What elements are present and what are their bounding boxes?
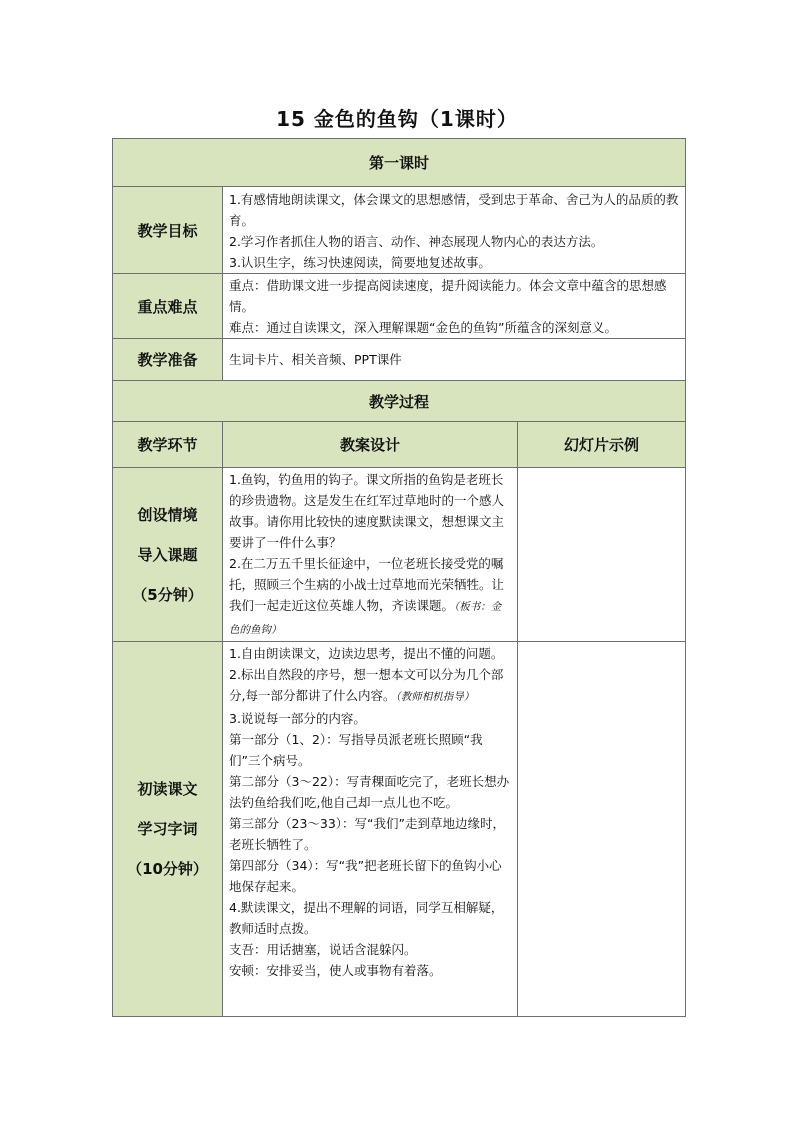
stage2-label-line: 学习字词 [137,820,198,838]
preparation-label: 教学准备 [113,339,223,381]
stage2-paragraph: 4.默读课文，提出不理解的词语，同学互相解疑，教师适时点拨。 [229,900,504,936]
stage2-paragraph: 支吾：用话搪塞，说话含混躲闪。 [229,942,417,957]
process-header-row [113,381,686,422]
section1-header: 第一课时 [113,139,686,187]
objectives-row [113,187,686,274]
keypoint-line: 重点：借助课文进一步提高阅读速度，提升阅读能力。体会文章中蕴含的思想感情。 [229,278,667,314]
page-title: 15 金色的鱼钩（1课时） [276,107,518,131]
objective-line: 3.认识生字，练习快速阅读，简要地复述故事。 [229,255,491,270]
stage2-paragraph: 第二部分（3～22）：写青稞面吃完了，老班长想办法钓鱼给我们吃,他自己却一点儿也不吃。 [229,774,510,810]
preparation-content: 生词卡片、相关音频、PPT课件 [223,339,686,381]
stage2-label-line: （10分钟） [127,860,208,878]
stage2-paragraph: 安顿：安排妥当，使人或事物有着落。 [229,963,442,978]
stage1-design [223,468,518,642]
column-header-slides: 幻灯片示例 [518,422,686,468]
stage1-slide-placeholder [518,468,686,642]
keypoints-content [223,274,686,339]
process-header: 教学过程 [113,381,686,422]
stage2-paragraph-text: 2.标出自然段的序号，想一想本文可以分为几个部分,每一部分都讲了什么内容。 [229,667,504,703]
keypoints-row [113,274,686,339]
objective-line: 2.学习作者抓住人物的语言、动作、神态展现人物内心的表达方法。 [229,234,604,249]
stage2-paragraph: 1.自由朗读课文，边读边思考，提出不懂的问题。 [229,646,504,661]
lesson-plan-table [112,138,686,1017]
stage2-row [113,642,686,1017]
stage2-paragraph: 第三部分（23～33）：写“我们”走到草地边缘时，老班长牺牲了。 [229,816,506,852]
column-header-stage: 教学环节 [113,422,223,468]
stage2-paragraph: 第一部分（1、2）：写指导员派老班长照顾“我们”三个病号。 [229,732,483,768]
column-header-design: 教案设计 [223,422,518,468]
preparation-row [113,339,686,381]
keypoints-label: 重点难点 [113,274,223,339]
stage1-paragraph [229,553,511,641]
stage1-label-line: （5分钟） [132,585,203,604]
objectives-label: 教学目标 [113,187,223,274]
blackboard-note: （板书：金色的鱼钩） [229,601,502,636]
stage2-label [113,642,223,1017]
stage1-paragraph: 1.鱼钩，钓鱼用的钩子。课文所指的鱼钩是老班长的珍贵遗物。这是发生在红军过草地时的一个感人故事。请你用比较快的速度默读课文，想想课文主要讲了一件什么事？ [229,472,505,550]
section-header-row [113,139,686,187]
keypoint-line: 难点：通过自读课文，深入理解课题“金色的鱼钩”所蕴含的深刻意义。 [229,320,617,335]
stage1-paragraph-text: 2.在二万五千里长征途中，一位老班长接受党的嘱托，照顾三个生病的小战士过草地而光荣牺牲。让我们一起走近这位英雄人物，齐读课题。 [229,556,505,613]
stage2-design [223,642,518,1017]
objectives-content [223,187,686,274]
stage2-paragraph [229,664,511,708]
stage2-slide-placeholder [518,642,686,1017]
stage2-label-line: 初读课文 [137,780,198,798]
stage2-paragraph: 3.说说每一部分的内容。 [229,711,366,726]
stage1-label-line: 导入课题 [137,545,198,564]
stage1-row [113,468,686,642]
objective-line: 1.有感情地朗读课文，体会课文的思想感情，受到忠于革命、舍己为人的品质的教育。 [229,192,679,228]
stage1-label-line: 创设情境 [137,505,198,524]
stage1-label [113,468,223,642]
stage2-paragraph: 第四部分（34）：写“我”把老班长留下的鱼钩小心地保存起来。 [229,858,502,894]
column-header-row [113,422,686,468]
teacher-note: （教师相机指导） [395,691,475,703]
